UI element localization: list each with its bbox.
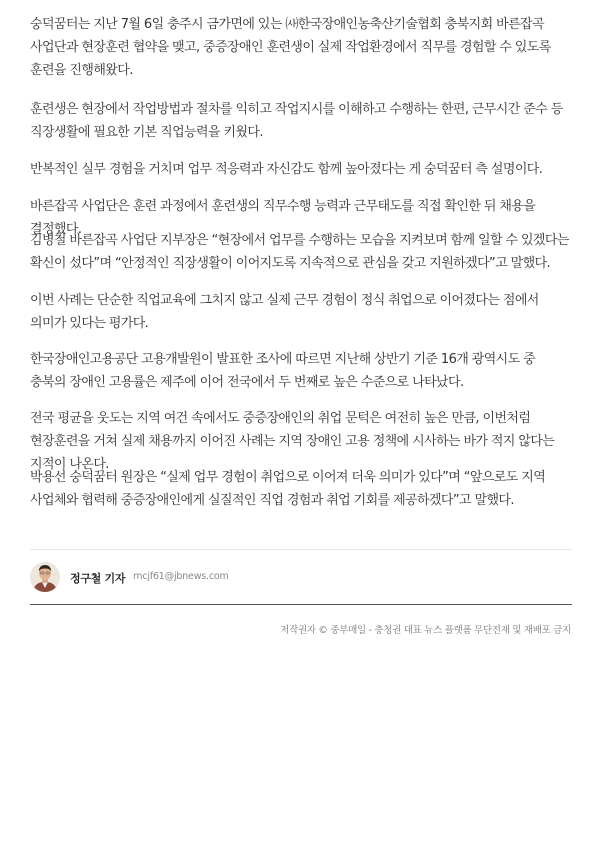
article-paragraph-3: 반복적인 실무 경험을 거치며 업무 적응력과 자신감도 함께 높아졌다는 게 숭덕꿈터 측 설명이다. [30,162,543,177]
article-paragraph-4: 바른잡곡 사업단은 훈련 과정에서 훈련생의 직무수행 능력과 근무태도를 직접 확인한 뒤 채용을 결정했다. [30,199,536,237]
reporter-email[interactable]: rncjf61@jbnews.com [133,571,229,582]
article-paragraph-9: 박용선 숭덕꿈터 원장은 “실제 업무 경험이 취업으로 이어져 더욱 의미가 있다”며 “앞으로도 지역 사업체와 협력해 중증장애인에게 실질적인 직업 경험과 취업 기회를 제공하겠다”고 말했다. [30,470,546,508]
reporter-name[interactable]: 정구철 기자 [70,572,126,585]
article-paragraph-7: 한국장애인고용공단 고용개발원이 발표한 조사에 따르면 지난해 상반기 기준 16개 광역시도 중 충북의 장애인 고용률은 제주에 이어 전국에서 두 번째로 높은 수준으로 나타났다. [30,352,536,390]
reporter-photo-svg [30,562,60,592]
article-paragraph-2: 훈련생은 현장에서 작업방법과 절차를 익히고 작업지시를 이해하고 수행하는 한편, 근무시간 준수 등 직장생활에 필요한 기본 직업능력을 키웠다. [30,102,563,140]
article-paragraph-6: 이번 사례는 단순한 직업교육에 그치지 않고 실제 근무 경험이 정식 취업으로 이어졌다는 점에서 의미가 있다는 평가다. [30,293,539,331]
article-paragraph-5: 김병철 바른잡곡 사업단 지부장은 “현장에서 업무를 수행하는 모습을 지켜보며 함께 일할 수 있겠다는 확신이 섰다”며 “안정적인 직장생활이 이어지도록 지속적으로 관심을 갖고 지원하겠다”고 말했다. [30,233,569,271]
reporter-photo-icon[interactable] [30,562,60,592]
reporter-divider-top [30,549,572,550]
reporter-byline [30,562,572,592]
article-paragraph-1: 숭덕꿈터는 지난 7월 6일 충주시 금가면에 있는 ㈔한국장애인농축산기술협회 충북지회 바른잡곡 사업단과 현장훈련 협약을 맺고, 중증장애인 훈련생이 실제 작업환경에서 직무를 경험할 수 있도록 훈련을 진행해왔다. [30,17,551,78]
copyright-notice: 저작권자 © 중부매일 - 충청권 대표 뉴스 플랫폼 무단전재 및 재배포 금지 [280,625,571,636]
article-paragraph-8: 전국 평균을 웃도는 지역 여건 속에서도 중증장애인의 취업 문턱은 여전히 높은 만큼, 이번처럼 현장훈련을 거쳐 실제 채용까지 이어진 사례는 지역 장애인 고용 정책에 시사하는 바가 적지 않다는 지적이 나온다. [30,411,555,472]
article-divider-bottom [30,604,572,605]
